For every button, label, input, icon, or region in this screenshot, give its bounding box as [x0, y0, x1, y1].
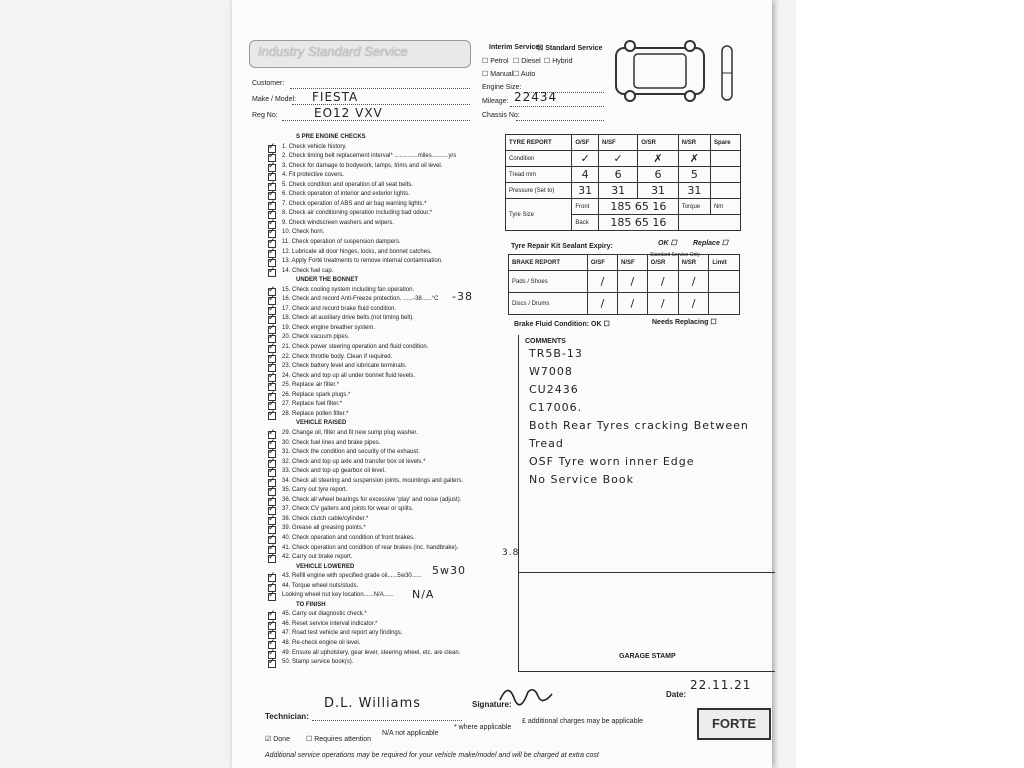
pressure-osr: 31 — [638, 183, 679, 199]
stamp-divider — [519, 572, 775, 573]
tick-icon: ✓ — [268, 245, 276, 256]
checklist-text: 14. Check fuel cap. — [282, 267, 334, 274]
tyre-report-table — [505, 134, 741, 231]
tick-icon: ✓ — [268, 159, 276, 170]
brake-report-table — [508, 254, 740, 315]
condition-label: Condition — [506, 151, 572, 167]
checklist-text: 18. Check all auxiliary drive belts (not timing belt). — [282, 315, 415, 322]
pads-osr: / — [647, 271, 678, 293]
checklist-text: 20. Check vacuum pipes. — [282, 334, 350, 341]
tick-icon: ✓ — [268, 446, 276, 457]
comment-line: C17006. — [529, 401, 583, 414]
checklist-item — [268, 531, 508, 544]
checklist-text: 16. Check and record Anti-Freeze protection. ......-38......°C — [282, 296, 439, 303]
checklist-text: 3. Check for damage to bodywork, lamps, trims and oil level. — [282, 162, 443, 169]
wheel-key-value: N/A — [412, 588, 435, 601]
petrol-label: ☐ Petrol — [482, 58, 509, 65]
chassis-label: Chassis No: — [482, 112, 520, 119]
checklist-text: 10. Check horn. — [282, 229, 325, 236]
tick-icon: ✓ — [268, 226, 276, 237]
comments-title: COMMENTS — [525, 338, 566, 345]
condition-osr: ✗ — [638, 151, 679, 167]
checklist-heading — [268, 563, 508, 573]
checklist-item — [268, 197, 508, 210]
checklist-item — [268, 140, 508, 153]
checklist-text: 25. Replace air filter.* — [282, 382, 340, 389]
checklist-item — [268, 493, 508, 506]
checklist-text: 38. Check clutch cable/cylinder.* — [282, 515, 369, 522]
needs-replacing: Needs Replacing ☐ — [652, 319, 717, 326]
checklist-item — [268, 238, 508, 248]
pads-nsr: / — [678, 271, 709, 293]
checklist-text: Looking wheel nut key location......N/A...... — [282, 592, 394, 599]
pressure-label: Pressure (Set to) — [506, 183, 572, 199]
condition-spare — [710, 151, 740, 167]
tick-icon: ✓ — [268, 293, 276, 304]
tick-icon: ✓ — [268, 579, 276, 590]
discs-label: Discs / Drums — [509, 293, 588, 315]
checklist-item — [268, 171, 508, 181]
tyre-report-title: TYRE REPORT — [506, 135, 572, 151]
checklist-text: 37. Check CV gaiters and joints for wear or splits. — [282, 506, 414, 513]
checklist-text: 50. Stamp service book(s). — [282, 659, 354, 666]
tick-icon: ✓ — [268, 465, 276, 476]
brake-col-nsr: N/SR — [678, 255, 709, 271]
background-right — [794, 0, 1024, 768]
tick-icon: ✓ — [268, 608, 276, 619]
checklist-text: 41. Check operation and condition of rear brakes (inc. handbrake). — [282, 544, 459, 551]
signature-label: Signature: — [472, 700, 512, 709]
discs-osr: / — [647, 293, 678, 315]
auto-text: Auto — [520, 71, 536, 78]
checklist-text: 5. Check condition and operation of all seat belts. — [282, 181, 414, 188]
tick-icon: ✓ — [268, 350, 276, 361]
tick-icon: ✓ — [268, 360, 276, 371]
checklist-text: 22. Check throttle body. Clean if required. — [282, 353, 393, 360]
interim-label: Interim Service — [489, 44, 540, 51]
checklist-item — [268, 321, 508, 334]
car-diagram-icon — [612, 40, 712, 104]
tyre-size-label: Tyre Size — [506, 199, 572, 231]
checklist-item — [268, 610, 508, 620]
checklist-item — [268, 505, 508, 515]
needs-replacing-text: Needs Replacing — [652, 319, 709, 326]
legend-footer: Additional service operations may be required for your vehicle make/model and will be charged at extra cost — [265, 752, 599, 759]
checklist-item — [268, 436, 508, 449]
brake-fluid-label: Brake Fluid Condition: OK ☐ — [514, 321, 610, 328]
manual-label: ☐ Manual — [482, 71, 514, 78]
checklist-text: 28. Replace pollen filter.* — [282, 410, 349, 417]
legend-additional-text: additional charges may be applicable — [527, 718, 644, 725]
sealant-replace: Replace ☐ — [693, 240, 729, 247]
checklist-text: 4. Fit protective covers. — [282, 172, 345, 179]
brake-report-title: BRAKE REPORT — [509, 255, 588, 271]
comment-line: W7008 — [529, 365, 573, 378]
checklist-item — [268, 617, 508, 630]
checklist-item — [268, 572, 508, 582]
checklist-text: 13. Apply Forté treatments to remove internal contamination. — [282, 258, 443, 265]
checklist-item — [268, 636, 508, 649]
discs-nsf: / — [618, 293, 648, 315]
std-service-only: Standard Service Only — [650, 252, 701, 258]
condition-nsf: ✓ — [598, 151, 637, 167]
tick-icon: ✓ — [268, 341, 276, 352]
checklist-item — [268, 553, 508, 563]
checklist-text: VEHICLE RAISED — [296, 420, 347, 427]
checklist-text: UNDER THE BONNET — [296, 277, 359, 284]
date-label: Date: — [666, 690, 687, 699]
signature-scribble-icon — [498, 680, 554, 706]
pressure-nsf: 31 — [598, 183, 637, 199]
checklist-text: 23. Check battery level and lubricate terminals. — [282, 363, 407, 370]
tick-icon: ✓ — [268, 541, 276, 552]
checklist-heading — [268, 601, 508, 611]
service-sheet — [232, 0, 772, 768]
checklist-text: S PRE ENGINE CHECKS — [296, 134, 366, 140]
technician-value: D.L. Williams — [324, 696, 422, 711]
technician-label: Technician: — [265, 712, 309, 721]
checklist-text: 21. Check power steering operation and fluid condition. — [282, 344, 429, 351]
condition-osf: ✓ — [572, 151, 599, 167]
tick-icon: ✓ — [268, 436, 276, 447]
checklist-text: 6. Check operation of interior and exterior lights. — [282, 191, 410, 198]
torque-unit: Nm — [710, 199, 740, 215]
checklist-item — [268, 209, 508, 219]
tread-nsf: 6 — [598, 167, 637, 183]
petrol-text: Petrol — [490, 58, 509, 65]
checklist-item — [268, 629, 508, 639]
checklist-text: 11. Check operation of suspension dampers. — [282, 239, 401, 246]
pads-nsf: / — [618, 271, 648, 293]
auto-label: ☐ Auto — [513, 71, 536, 78]
date-value: 22.11.21 — [690, 678, 752, 692]
antifreeze-value: -38 — [452, 290, 473, 303]
hybrid-label: ☐ Hybrid — [544, 58, 573, 65]
pads-label: Pads / Shoes — [509, 271, 588, 293]
pads-limit — [709, 271, 740, 293]
anti-freeze-note: 3.8 — [502, 548, 520, 558]
discs-limit — [709, 293, 740, 315]
brake-limit-label: Limit — [709, 255, 740, 271]
checklist-item — [268, 388, 508, 401]
chassis-line — [516, 120, 604, 121]
tick-icon: ✓ — [268, 283, 276, 294]
checklist-text: VEHICLE LOWERED — [296, 563, 355, 570]
reg-line — [282, 120, 470, 121]
checklist-text: 32. Check and top up axle and transfer box oil levels.* — [282, 458, 426, 465]
checklist-item — [268, 314, 508, 324]
checklist-heading — [268, 133, 508, 143]
checklist-item — [268, 178, 508, 191]
tick-icon: ✓ — [268, 331, 276, 342]
tyre-col-nsf: N/SF — [598, 135, 637, 151]
tick-icon: ✓ — [268, 169, 276, 180]
tick-icon: ✓ — [268, 264, 276, 275]
tick-icon: ✓ — [268, 255, 276, 266]
tick-icon: ✓ — [268, 178, 276, 189]
checklist-item — [268, 333, 508, 343]
comment-line: No Service Book — [529, 473, 634, 486]
comment-line: CU2436 — [529, 383, 579, 396]
checklist-item — [268, 486, 508, 496]
diesel-label: ☐ Diesel — [513, 58, 541, 65]
checklist-text: 7. Check operation of ABS and air bag warning lights.* — [282, 200, 427, 207]
tick-icon: ✓ — [268, 570, 276, 581]
oil-level-gauge-icon — [719, 44, 735, 102]
tick-icon: ✓ — [268, 512, 276, 523]
torque-label: Torque — [678, 199, 710, 215]
checklist-item — [268, 400, 508, 410]
legend-done-text: Done — [273, 736, 290, 743]
tick-icon: ✓ — [268, 493, 276, 504]
tick-icon: ✓ — [268, 531, 276, 542]
checklist-item — [268, 646, 508, 659]
tread-nsr: 5 — [678, 167, 710, 183]
checklist-text: 29. Change oil, filter and fit new sump plug washer. — [282, 429, 418, 436]
checklist-item — [268, 467, 508, 477]
checklist-item — [268, 591, 508, 601]
tick-icon: ✓ — [268, 197, 276, 208]
checklist-heading — [268, 276, 508, 286]
checklist-text: 24. Check and top up all under bonnet fluid levels. — [282, 372, 416, 379]
garage-stamp-label: GARAGE STAMP — [619, 653, 676, 660]
pressure-nsr: 31 — [678, 183, 710, 199]
checklist-text: 45. Carry out diagnostic check.* — [282, 611, 367, 618]
checklist-item — [268, 512, 508, 525]
comment-line: Both Rear Tyres cracking Between — [529, 419, 749, 432]
standard-label: ☒ Standard Service — [537, 45, 603, 52]
back-label: Back — [572, 215, 599, 231]
brake-col-nsf: N/SF — [618, 255, 648, 271]
technician-line — [312, 720, 462, 721]
customer-label: Customer: — [252, 80, 285, 87]
manual-text: Manual — [490, 71, 514, 78]
tick-icon: ✓ — [268, 379, 276, 390]
checklist-text: 12. Lubricate all door hinges, locks, and bonnet catches. — [282, 248, 432, 255]
checklist-item — [268, 407, 508, 420]
tick-icon: ✓ — [268, 407, 276, 418]
tick-icon: ✓ — [268, 207, 276, 218]
front-label: Front — [572, 199, 599, 215]
checklist-text: 47. Road test vehicle and report any findings. — [282, 630, 403, 637]
tick-icon: ✓ — [268, 216, 276, 227]
comments-box — [518, 335, 775, 672]
tread-osr: 6 — [638, 167, 679, 183]
tick-icon: ✓ — [268, 302, 276, 313]
checklist-item — [268, 350, 508, 363]
tick-icon: ✓ — [268, 455, 276, 466]
tick-icon: ✓ — [268, 484, 276, 495]
legend-attention: ☐ Requires attention — [306, 736, 372, 743]
make-model-line — [292, 104, 470, 105]
checklist-item — [268, 159, 508, 172]
checklist-text: 33. Check and top up gearbox oil level. — [282, 468, 386, 475]
pressure-osf: 31 — [572, 183, 599, 199]
sealant-ok: OK ☐ — [658, 240, 677, 247]
legend-na: N/A not applicable — [382, 730, 439, 737]
tick-icon: ✓ — [268, 388, 276, 399]
discs-nsr: / — [678, 293, 709, 315]
banner — [249, 40, 471, 68]
checklist-text: 49. Ensure all upholstery, gear lever, steering wheel, etc. are clean. — [282, 649, 461, 656]
checklist-text: 42. Carry out brake report. — [282, 554, 353, 561]
tyre-col-nsr: N/SR — [678, 135, 710, 151]
legend-where: * where applicable — [454, 724, 512, 731]
comment-line: OSF Tyre worn inner Edge — [529, 455, 695, 468]
checklist-heading — [268, 419, 508, 429]
pads-osf: / — [587, 271, 617, 293]
brake-col-osr: O/SR — [647, 255, 678, 271]
checklist-item — [268, 228, 508, 238]
checklist-item — [268, 362, 508, 372]
tread-spare — [710, 167, 740, 183]
mileage-line — [510, 106, 604, 107]
condition-nsr: ✗ — [678, 151, 710, 167]
tick-icon: ✓ — [268, 589, 276, 600]
checklist-item — [268, 455, 508, 468]
tick-icon: ✓ — [268, 321, 276, 332]
brake-fluid-text: Brake Fluid Condition: — [514, 321, 590, 328]
tick-icon: ✓ — [268, 426, 276, 437]
standard-text: Standard Service — [545, 45, 603, 52]
checklist-text: 2. Check timing belt replacement interval* ..............miles..........yrs — [282, 153, 457, 160]
checklist-text: 48. Re-check engine oil level. — [282, 639, 361, 646]
checklist-text: 34. Check all steering and suspension joints, mountings and gaiters. — [282, 477, 464, 484]
mileage-value: 22434 — [514, 90, 558, 104]
sealant-label: Tyre Repair Kit Sealant Expiry: — [511, 243, 613, 250]
tick-icon: ✓ — [268, 551, 276, 562]
checklist-item — [268, 152, 508, 162]
checklist-text: 8. Check air conditioning operation including bad odour.* — [282, 210, 433, 217]
tick-icon: ✓ — [268, 522, 276, 533]
banner-title: Industry Standard Service — [258, 44, 408, 59]
checklist-text: 17. Check and record brake fluid condition. — [282, 305, 397, 312]
forte-logo: FORTE — [697, 708, 771, 740]
background-left — [0, 0, 232, 768]
checklist-item — [268, 541, 508, 554]
checklist-item — [268, 369, 508, 382]
checklist-text: 36. Check all wheel bearings for excessive 'play' and noise (adjust). — [282, 496, 462, 503]
front-size-value: 185 65 16 — [598, 199, 678, 215]
make-model-value: FIESTA — [312, 90, 359, 104]
diesel-text: Diesel — [521, 58, 541, 65]
reg-label: Reg No: — [252, 112, 278, 119]
tick-icon: ✓ — [268, 617, 276, 628]
tick-icon: ✓ — [268, 656, 276, 667]
customer-line — [290, 88, 470, 89]
brake-col-osf: O/SF — [587, 255, 617, 271]
checklist-text: 39. Grease all greasing points.* — [282, 525, 366, 532]
tick-icon: ✓ — [268, 636, 276, 647]
checklist-text: 31. Check the condition and security of the exhaust. — [282, 449, 420, 456]
checklist-item — [268, 426, 508, 439]
tick-icon: ✓ — [268, 150, 276, 161]
mileage-label: Mileage: — [482, 98, 509, 105]
comment-line: TR5B-13 — [529, 347, 583, 360]
checklist-item — [268, 302, 508, 315]
checklist-text: 30. Check fuel lines and brake pipes. — [282, 439, 381, 446]
back-size-value: 185 65 16 — [598, 215, 678, 231]
checklist-text: 35. Carry out tyre report. — [282, 487, 348, 494]
legend-attention-text: Requires attention — [314, 736, 372, 743]
comment-line: Tread — [529, 437, 564, 450]
legend-where-text: where applicable — [458, 724, 512, 731]
pressure-spare — [710, 183, 740, 199]
checklist-item — [268, 658, 508, 668]
checklist-item — [268, 245, 508, 258]
tick-icon: ✓ — [268, 236, 276, 247]
tick-icon: ✓ — [268, 646, 276, 657]
checklist-text: 40. Check operation and condition of front brakes. — [282, 534, 415, 541]
checklist-text: 19. Check engine breather system. — [282, 324, 376, 331]
tyre-col-osr: O/SR — [638, 135, 679, 151]
tick-icon: ✓ — [268, 503, 276, 514]
checklist-item — [268, 343, 508, 353]
sealant-ok-text: OK — [658, 240, 669, 247]
tick-icon: ✓ — [268, 474, 276, 485]
checklist-text: 1. Check vehicle history. — [282, 143, 347, 150]
checklist-text: 26. Replace spark plugs.* — [282, 391, 351, 398]
reg-value: EO12 VXV — [314, 106, 383, 120]
checklist-item — [268, 579, 508, 592]
checklist-item — [268, 257, 508, 267]
tick-icon: ✓ — [268, 398, 276, 409]
make-model-label: Make / Model: — [252, 96, 296, 103]
tread-label: Tread mm — [506, 167, 572, 183]
tick-icon: ✓ — [268, 312, 276, 323]
torque-empty — [678, 215, 740, 231]
hybrid-text: Hybrid — [552, 58, 573, 65]
checklist-item — [268, 216, 508, 229]
checklist-text: 46. Reset service interval indicator.* — [282, 620, 378, 627]
tick-icon: ✓ — [268, 188, 276, 199]
checklist-text: 9. Check windscreen washers and wipers. — [282, 219, 395, 226]
checklist — [268, 133, 508, 668]
engine-size-label: Engine Size: — [482, 84, 522, 91]
checklist-item — [268, 264, 508, 277]
checklist-item — [268, 381, 508, 391]
tread-osf: 4 — [572, 167, 599, 183]
tick-icon: ✓ — [268, 369, 276, 380]
legend-additional: £ additional charges may be applicable — [522, 718, 644, 725]
tyre-col-spare: Spare — [710, 135, 740, 151]
brake-fluid-ok: OK — [591, 321, 602, 328]
tick-icon: ✓ — [268, 627, 276, 638]
checklist-text: TO FINISH — [296, 601, 326, 608]
checklist-item — [268, 190, 508, 200]
sealant-replace-text: Replace — [693, 240, 720, 247]
checklist-text: 44. Torque wheel nuts/studs. — [282, 582, 359, 589]
checklist-item — [268, 474, 508, 487]
checklist-text: 15. Check cooling system including fan operation. — [282, 286, 415, 293]
tick-icon: ✓ — [268, 140, 276, 151]
checklist-text: 43. Refill engine with specified grade oil......5w30...... — [282, 573, 422, 580]
checklist-item — [268, 524, 508, 534]
legend-done: ☑ Done — [265, 736, 290, 743]
checklist-item — [268, 448, 508, 458]
tyre-col-osf: O/SF — [572, 135, 599, 151]
discs-osf: / — [587, 293, 617, 315]
checklist-text: 27. Replace fuel filter.* — [282, 401, 343, 408]
oil-grade-value: 5w30 — [432, 564, 466, 577]
